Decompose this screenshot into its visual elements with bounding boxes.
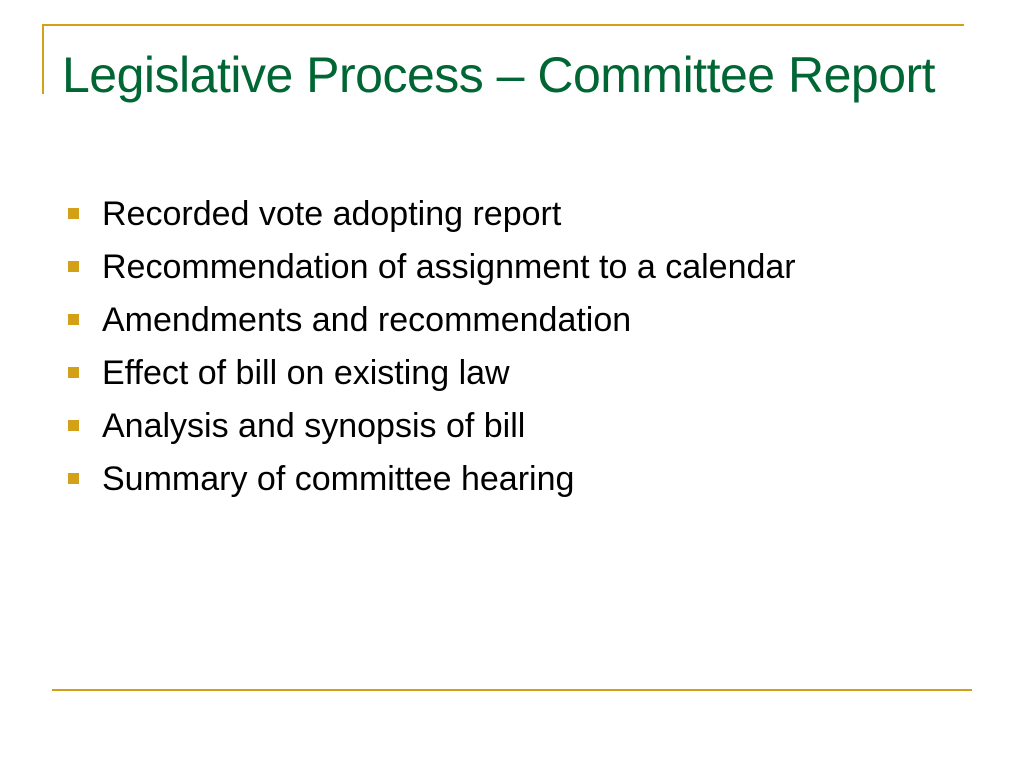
bullet-item-summary xyxy=(62,458,962,500)
bullet-item-analysis xyxy=(62,405,962,447)
square-bullet-icon xyxy=(68,367,79,378)
bullet-text: Summary of committee hearing xyxy=(102,460,575,498)
bullet-item-effect xyxy=(62,352,962,394)
left-accent-line xyxy=(42,24,44,94)
square-bullet-icon xyxy=(68,208,79,219)
bullet-text: Recommendation of assignment to a calendar xyxy=(102,248,796,286)
bullet-list xyxy=(62,193,962,511)
top-divider-line xyxy=(42,24,964,26)
bullet-text: Recorded vote adopting report xyxy=(102,195,562,233)
bullet-text: Effect of bill on existing law xyxy=(102,354,510,392)
square-bullet-icon xyxy=(68,314,79,325)
bullet-item-recommendation xyxy=(62,246,962,288)
square-bullet-icon xyxy=(68,473,79,484)
slide-title: Legislative Process – Committee Report xyxy=(62,47,936,103)
square-bullet-icon xyxy=(68,420,79,431)
bullet-item-recorded-vote xyxy=(62,193,962,235)
bullet-text: Amendments and recommendation xyxy=(102,301,632,339)
square-bullet-icon xyxy=(68,261,79,272)
bullet-text: Analysis and synopsis of bill xyxy=(102,407,526,445)
bullet-item-amendments xyxy=(62,299,962,341)
bottom-divider-line xyxy=(52,689,972,691)
